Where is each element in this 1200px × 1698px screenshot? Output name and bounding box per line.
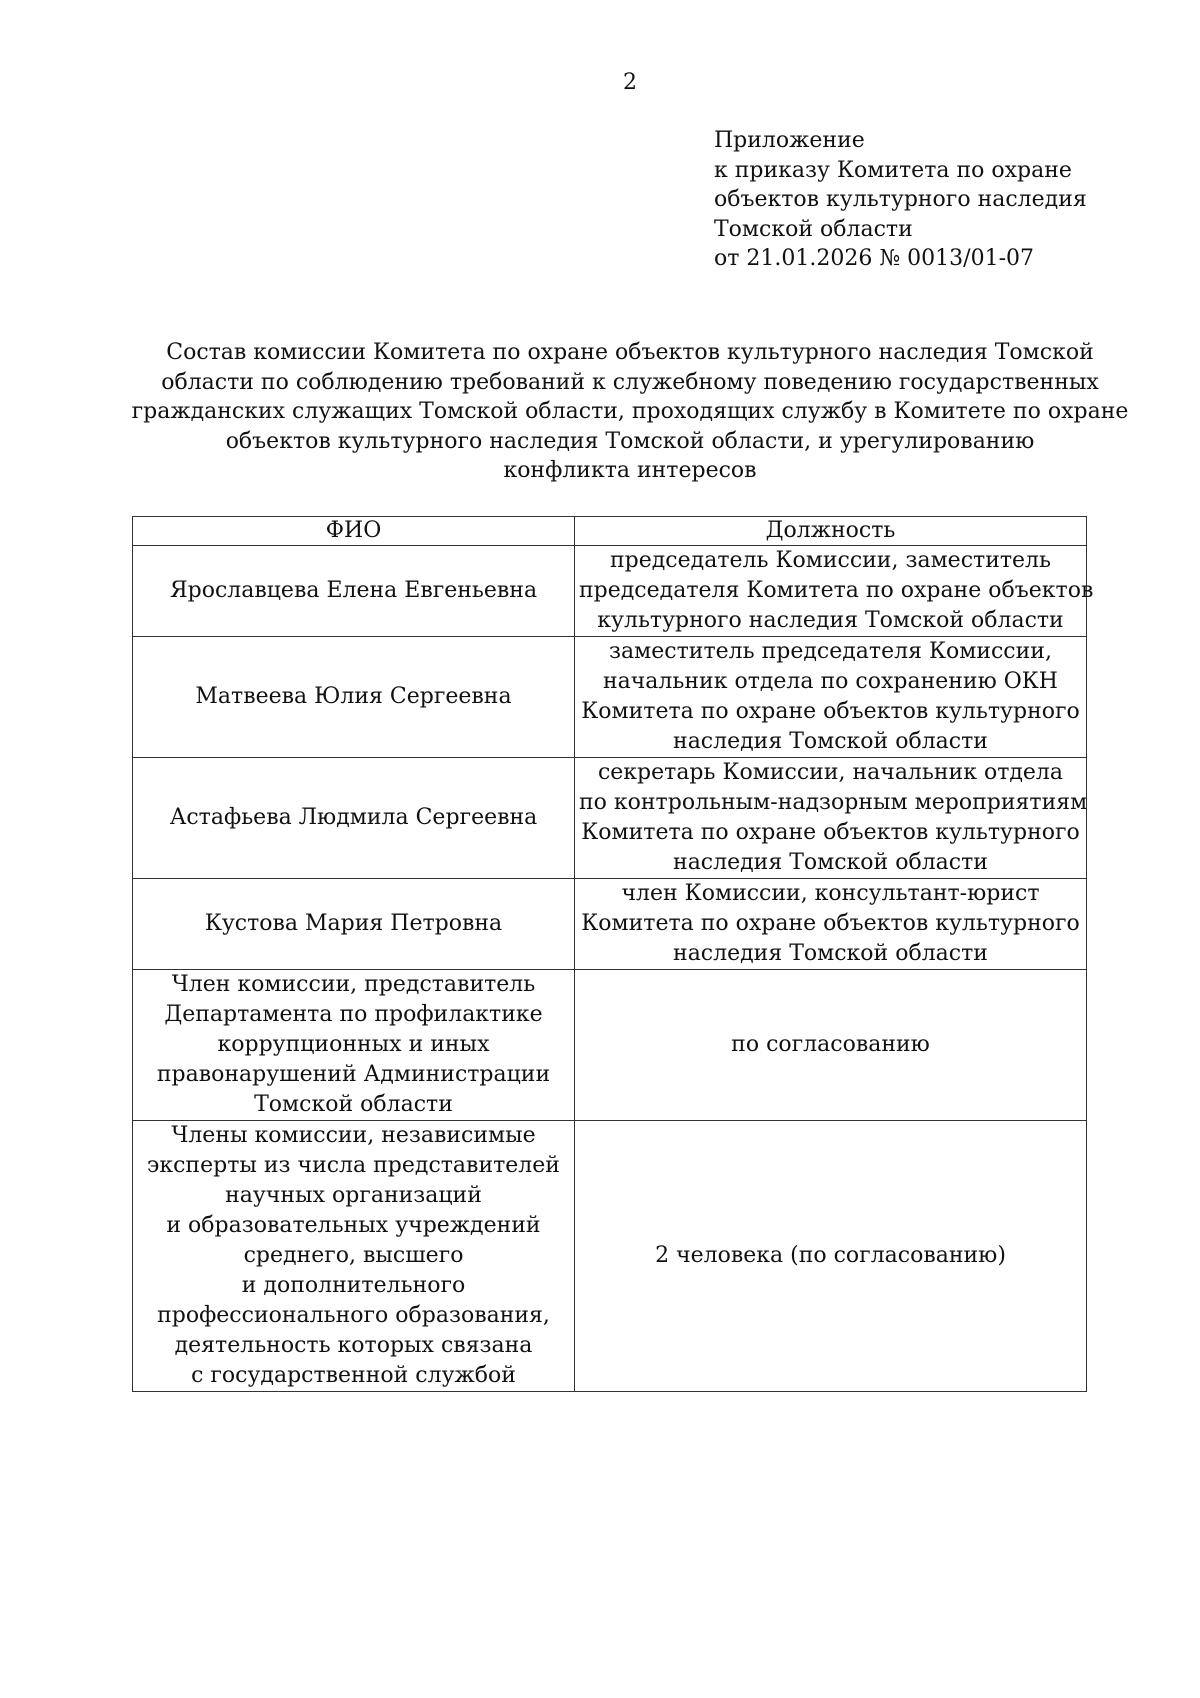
- appendix-order-date-number: от 21.01.2026 № 0013/01-07: [714, 246, 1034, 271]
- cell-name: [133, 758, 575, 879]
- cell-position-line: наследия Томской области: [673, 850, 988, 875]
- cell-position-line: начальник отдела по сохранению ОКН: [602, 669, 1058, 694]
- cell-name-line: среднего, высшего: [243, 1243, 464, 1268]
- cell-name-line: Кустова Мария Петровна: [204, 911, 503, 936]
- cell-position-line: Комитета по охране объектов культурного: [581, 911, 1080, 936]
- cell-position: [575, 637, 1087, 758]
- cell-name: [133, 879, 575, 970]
- cell-name-line: Томской области: [254, 1092, 453, 1117]
- title-line: области по соблюдению требований к служебному поведению государственных: [161, 369, 1099, 395]
- header-name: ФИО: [133, 517, 575, 546]
- cell-position-line: 2 человека (по согласованию): [655, 1243, 1006, 1268]
- cell-name-line: коррупционных и иных: [217, 1032, 490, 1057]
- table-row: [133, 1121, 1087, 1392]
- cell-name-line: научных организаций: [225, 1183, 482, 1208]
- appendix-line: Томской области: [714, 216, 913, 242]
- appendix-line: к приказу Комитета по охране: [714, 157, 1072, 183]
- cell-name-line: Члены комиссии, независимые: [171, 1123, 536, 1148]
- cell-position: [575, 970, 1087, 1121]
- cell-name-line: Департамента по профилактике: [164, 1002, 543, 1027]
- appendix-line: Приложение: [714, 128, 865, 153]
- cell-name-line: правонарушений Администрации: [156, 1062, 551, 1087]
- cell-position-line: по согласованию: [731, 1032, 930, 1057]
- cell-position-line: секретарь Комиссии, начальник отдела: [597, 760, 1064, 785]
- title-line: конфликта интересов: [503, 458, 757, 483]
- title-line: Состав комиссии Комитета по охране объектов культурного наследия Томской: [166, 340, 1094, 365]
- cell-position: [575, 879, 1087, 970]
- appendix-block: [714, 126, 1087, 274]
- cell-position: [575, 546, 1094, 637]
- page-number: 2: [623, 70, 637, 95]
- cell-name: [133, 970, 575, 1121]
- header-position: Должность: [575, 517, 1087, 546]
- appendix-line: объектов культурного наследия: [714, 187, 1087, 212]
- cell-position: [575, 1121, 1087, 1392]
- table-body: [133, 546, 1094, 1392]
- cell-position-line: наследия Томской области: [673, 941, 988, 966]
- cell-name: [133, 1121, 575, 1392]
- cell-position-line: заместитель председателя Комиссии,: [609, 639, 1052, 664]
- cell-position-line: член Комиссии, консультант-юрист: [621, 881, 1040, 906]
- cell-name-line: Член комиссии, представитель: [171, 972, 536, 997]
- cell-name-line: профессионального образования,: [157, 1303, 550, 1328]
- table-header-row: [133, 517, 1087, 546]
- cell-name: [133, 637, 575, 758]
- cell-position-line: Комитета по охране объектов культурного: [581, 820, 1080, 845]
- cell-name-line: Матвеева Юлия Сергеевна: [195, 684, 512, 709]
- table-row: [133, 879, 1087, 970]
- cell-name-line: деятельность которых связана: [174, 1333, 533, 1358]
- cell-position: [575, 758, 1087, 879]
- cell-name: [133, 546, 575, 637]
- table-row: [133, 970, 1087, 1121]
- cell-name-line: Ярославцева Елена Евгеньевна: [169, 578, 538, 603]
- cell-position-line: наследия Томской области: [673, 729, 988, 754]
- cell-position-line: культурного наследия Томской области: [597, 608, 1064, 633]
- cell-name-line: с государственной службой: [191, 1363, 516, 1388]
- document-title: [130, 338, 1130, 486]
- cell-name-line: Астафьева Людмила Сергеевна: [169, 805, 538, 830]
- table-row: [133, 637, 1087, 758]
- cell-position-line: по контрольным-надзорным мероприятиям: [579, 790, 1088, 815]
- cell-name-line: и образовательных учреждений: [166, 1213, 541, 1238]
- title-line: гражданских служащих Томской области, проходящих службу в Комитете по охране: [131, 399, 1129, 424]
- cell-name-line: эксперты из числа представителей: [147, 1153, 560, 1178]
- table-row: [133, 546, 1087, 637]
- cell-name-line: и дополнительного: [241, 1273, 466, 1298]
- title-line: объектов культурного наследия Томской области, и урегулированию: [225, 428, 1035, 454]
- cell-position-line: председатель Комиссии, заместитель: [610, 548, 1051, 573]
- cell-position-line: председателя Комитета по охране объектов: [579, 578, 1094, 603]
- commission-members-table: [132, 516, 1094, 1392]
- table-row: [133, 758, 1087, 879]
- cell-position-line: Комитета по охране объектов культурного: [581, 699, 1080, 724]
